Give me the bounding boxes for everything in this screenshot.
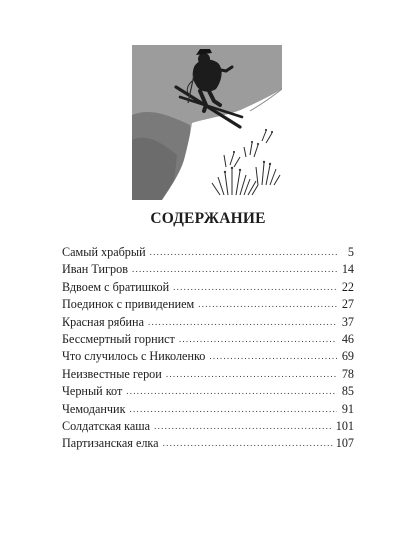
toc-item-page: 107 xyxy=(335,436,354,451)
toc-item xyxy=(62,383,354,400)
toc-item xyxy=(62,244,354,261)
toc-leader-dots xyxy=(126,383,337,400)
toc-item xyxy=(62,331,354,348)
toc-item-title: Что случилось с Николенко xyxy=(62,349,206,364)
toc-item xyxy=(62,314,354,331)
toc-item-title: Бессмертный горнист xyxy=(62,331,175,346)
toc-item-page: 91 xyxy=(341,401,354,416)
toc-item-page: 46 xyxy=(341,331,354,346)
toc-item-page: 69 xyxy=(341,349,354,364)
toc-item xyxy=(62,279,354,296)
toc-item-title: Солдатская каша xyxy=(62,418,151,433)
toc-item-page: 101 xyxy=(335,418,354,433)
toc-item xyxy=(62,435,354,452)
toc-item xyxy=(62,261,354,278)
toc-item xyxy=(62,401,354,418)
toc-leader-dots xyxy=(130,401,338,418)
toc-item-page: 14 xyxy=(341,262,354,277)
toc-item-page: 37 xyxy=(341,314,354,329)
toc-item xyxy=(62,296,354,313)
toc-item-title: Вдвоем с братишкой xyxy=(62,279,170,294)
toc-item-page: 85 xyxy=(341,384,354,399)
toc-leader-dots xyxy=(166,366,337,383)
skier-illustration xyxy=(132,45,282,200)
toc-item-title: Иван Тигров xyxy=(62,262,128,277)
table-of-contents xyxy=(62,244,354,453)
toc-item-title: Чемоданчик xyxy=(62,401,126,416)
toc-leader-dots xyxy=(163,435,333,452)
toc-leader-dots xyxy=(173,279,337,296)
toc-leader-dots xyxy=(198,296,337,313)
toc-item-page: 5 xyxy=(347,245,354,259)
toc-heading: СОДЕРЖАНИЕ xyxy=(150,210,266,227)
toc-item-title: Неизвестные герои xyxy=(62,366,162,381)
toc-item xyxy=(62,418,354,435)
toc-leader-dots xyxy=(150,244,337,261)
toc-item-title: Партизанская елка xyxy=(62,436,159,451)
toc-item-title: Поединок с привидением xyxy=(62,297,195,312)
toc-leader-dots xyxy=(148,314,337,331)
toc-item-title: Красная рябина xyxy=(62,314,144,329)
toc-leader-dots xyxy=(132,261,337,278)
toc-item-page: 78 xyxy=(341,366,354,381)
toc-item xyxy=(62,366,354,383)
toc-leader-dots xyxy=(154,418,333,435)
toc-item xyxy=(62,348,354,365)
toc-item-page: 27 xyxy=(341,297,354,312)
toc-item-title: Черный кот xyxy=(62,384,123,399)
toc-item-page: 22 xyxy=(341,279,354,294)
toc-leader-dots xyxy=(179,331,337,348)
toc-item-title: Самый храбрый xyxy=(62,245,146,259)
toc-leader-dots xyxy=(209,348,337,365)
